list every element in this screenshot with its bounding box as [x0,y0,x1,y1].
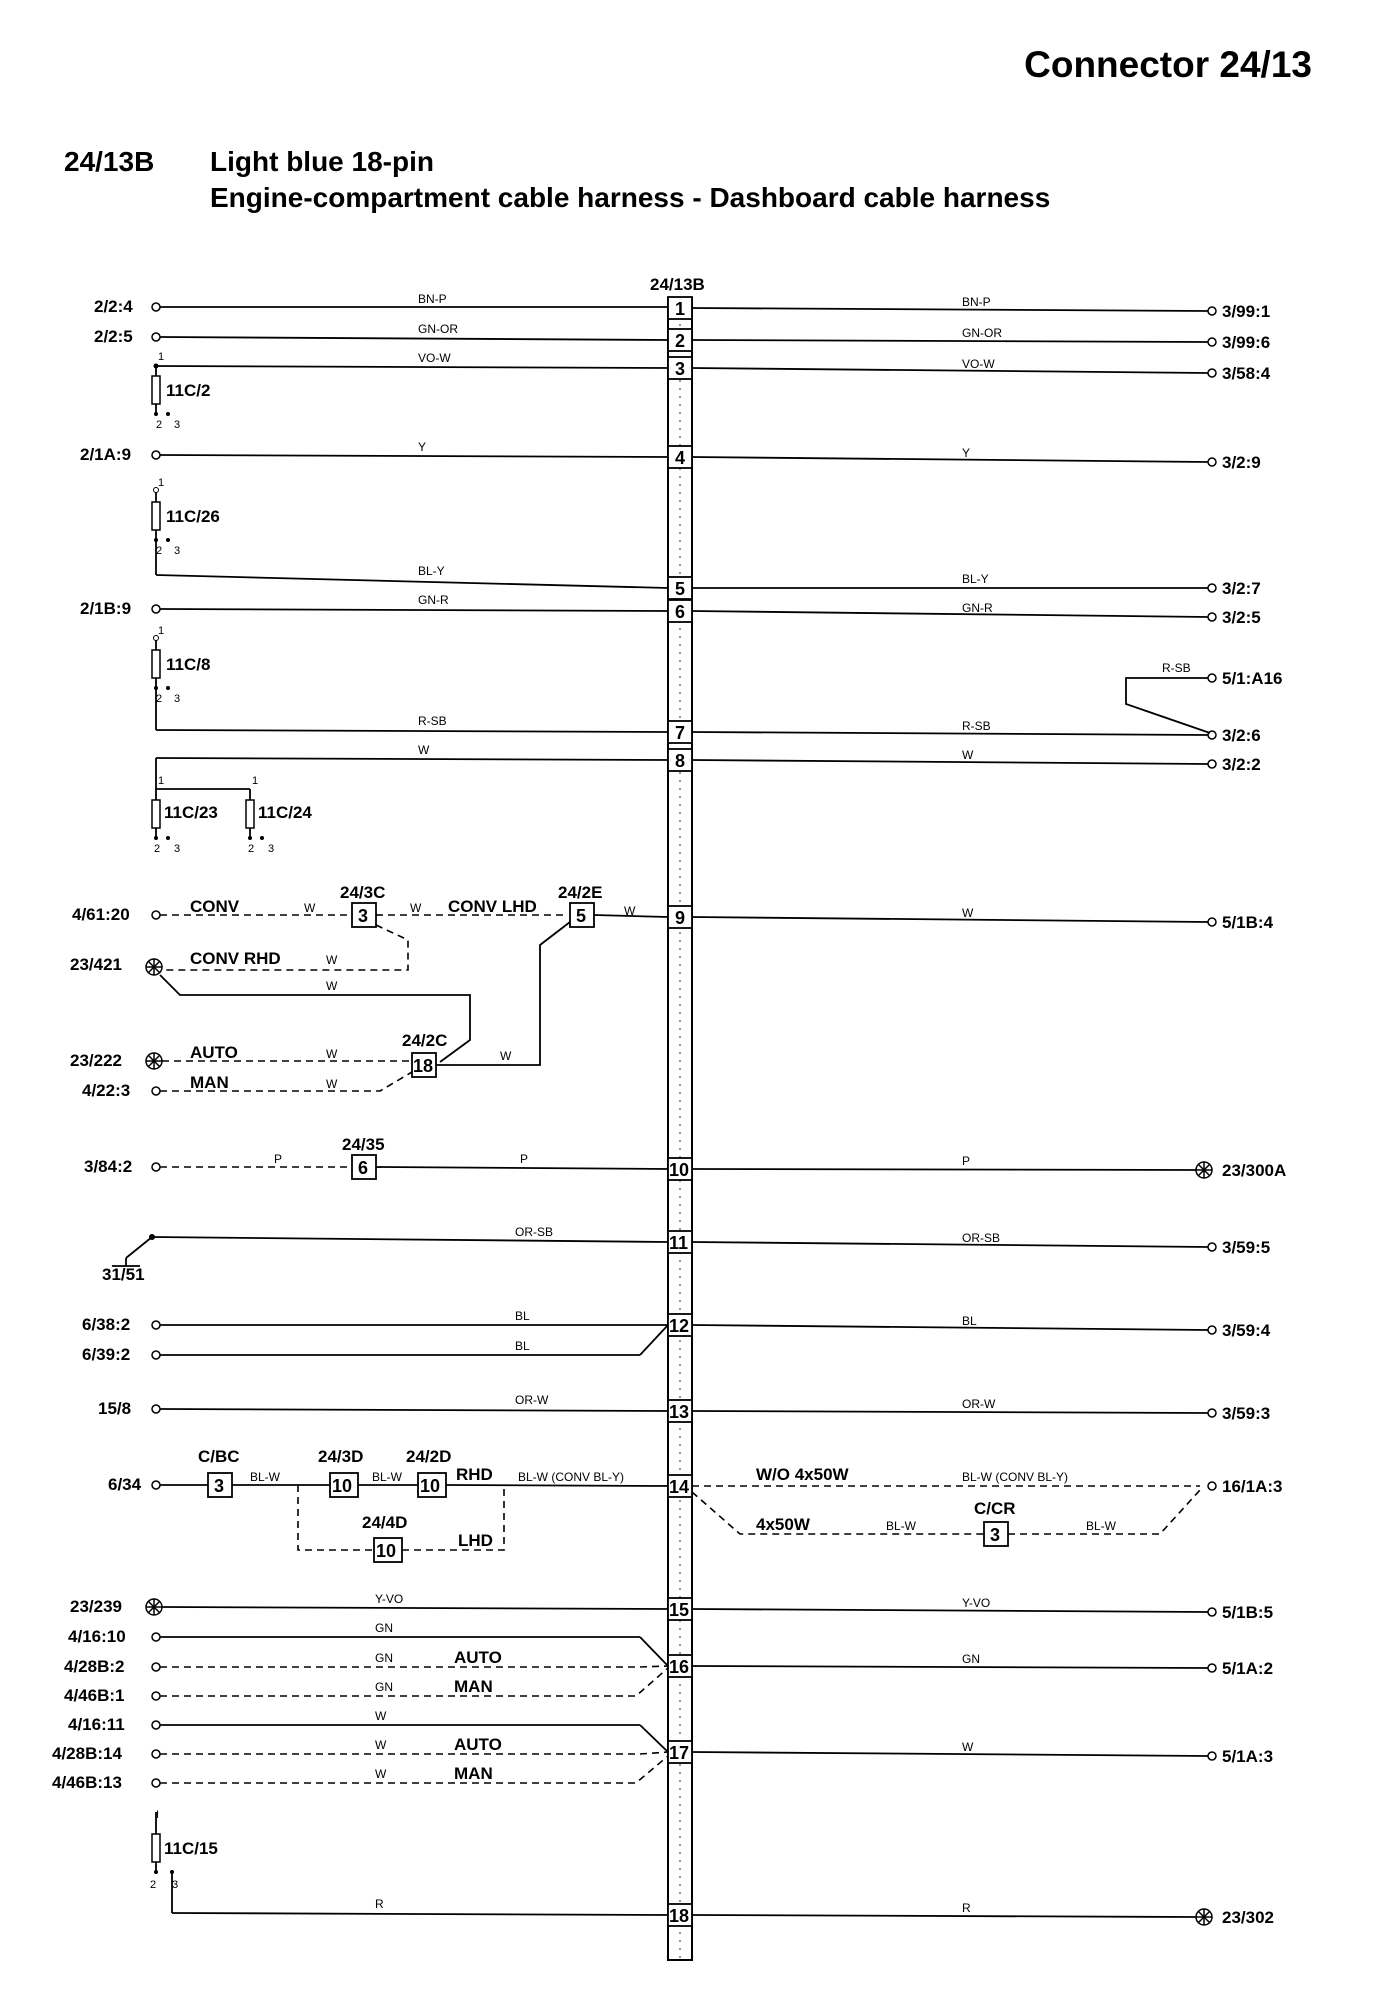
wire-label: R [962,1901,971,1915]
wire-label: OR-SB [515,1225,554,1239]
wire-label: OR-SB [962,1231,1001,1245]
svg-text:18: 18 [413,1056,434,1076]
left-terminal: 2/1A:9 [80,445,132,464]
svg-text:1: 1 [158,625,165,637]
wire-label: P [520,1152,529,1166]
connector-code: 24/13B [64,146,155,177]
svg-text:W/O 4x50W: W/O 4x50W [756,1465,849,1484]
wire-label: Y [962,446,971,460]
terminal-circle [1208,613,1216,621]
right-wire [692,1325,1208,1330]
left-terminal: 2/1B:9 [80,599,132,618]
svg-text:MAN: MAN [454,1764,493,1783]
right-terminal: 3/59:3 [1222,1404,1271,1423]
right-terminals [1196,302,1286,1927]
svg-text:W: W [304,901,316,915]
pin-number: 4 [675,448,686,468]
ground-star-icon [1196,1909,1212,1925]
svg-text:W: W [326,1047,338,1061]
svg-text:3: 3 [174,545,181,557]
svg-text:2: 2 [154,843,161,855]
svg-text:C/CR: C/CR [974,1499,1016,1518]
terminal-circle [1208,1243,1216,1251]
svg-text:24/2D: 24/2D [406,1447,452,1466]
left-terminal: 2/2:4 [94,297,133,316]
right-wire [692,457,1208,462]
right-wire [692,1752,1208,1756]
svg-text:BL-W: BL-W [1086,1519,1116,1533]
svg-text:2: 2 [150,1879,157,1891]
left-terminal: 23/222 [70,1051,122,1070]
terminal-circle [1208,918,1216,926]
svg-text:11C/15: 11C/15 [164,1839,218,1858]
terminal-circle [1208,1482,1216,1490]
connector-description: Light blue 18-pin [210,146,434,177]
ground-star-icon [146,959,162,1615]
svg-text:2: 2 [248,843,255,855]
svg-text:2: 2 [156,693,163,705]
terminal-circle [1208,307,1216,315]
right-terminal: 3/58:4 [1222,364,1271,383]
wire-label: GN [375,1621,393,1635]
pin-number: 11 [669,1233,689,1253]
left-terminal: 4/28B:14 [52,1744,122,1763]
pin9-circuit [160,883,668,1092]
terminal-circle [1208,760,1216,768]
svg-text:11C/23: 11C/23 [164,803,218,822]
ground-star-icon [1196,1162,1212,1178]
ground-icon [112,1234,155,1266]
svg-text:GN: GN [375,1651,393,1665]
terminal-circle [1208,1608,1216,1616]
left-terminal: 4/16:10 [68,1627,126,1646]
wire-label: Y [418,440,427,454]
terminal-circle [1208,1326,1216,1334]
svg-text:BL-W: BL-W [372,1470,402,1484]
pin-number: 6 [675,602,686,622]
svg-text:BL-W: BL-W [886,1519,916,1533]
pin-number: 14 [669,1477,690,1497]
svg-text:2: 2 [156,419,163,431]
pin-number: 17 [669,1743,690,1763]
left-terminal: 4/28B:2 [64,1657,125,1676]
right-wire [692,1169,1196,1170]
svg-text:3: 3 [174,843,181,855]
pin10-circuit [160,1135,668,1179]
left-wires [152,307,668,1915]
right-wire [692,917,1208,922]
pin-number: 16 [669,1657,690,1677]
wire-label: W [418,743,430,757]
svg-text:BL-W (CONV BL-Y): BL-W (CONV BL-Y) [962,1470,1069,1484]
right-terminal: 5/1B:4 [1222,913,1274,932]
svg-text:24/35: 24/35 [342,1135,385,1154]
terminal-circle [1208,458,1216,466]
wire-label: BN-P [418,292,447,306]
right-terminal: 3/99:1 [1222,302,1271,321]
wire-label: GN [962,1652,980,1666]
wire-label: R-SB [962,719,991,733]
svg-text:24/2C: 24/2C [402,1031,448,1050]
svg-text:11C/26: 11C/26 [166,507,220,526]
left-terminal: 4/46B:1 [64,1686,125,1705]
wire-label: W [624,904,636,918]
wire-label: BL [515,1309,530,1323]
pin-number: 9 [675,908,686,928]
svg-text:AUTO: AUTO [190,1043,238,1062]
right-terminal: 3/2:2 [1222,755,1261,774]
right-wire [692,1411,1208,1413]
svg-text:24/3D: 24/3D [318,1447,364,1466]
left-terminal: 4/46B:13 [52,1773,122,1792]
svg-text:11C/24: 11C/24 [258,803,312,822]
connector-label: 24/13B [650,275,705,294]
wire-label: Y-VO [962,1596,991,1610]
left-terminal: 15/8 [98,1399,132,1418]
pin-number: 2 [675,331,686,351]
wire-label: BL [515,1339,530,1353]
wire-label: GN-OR [418,322,458,336]
right-wire [692,368,1208,373]
left-terminal: 3/84:2 [84,1157,133,1176]
svg-text:11C/2: 11C/2 [166,381,211,400]
svg-text:3: 3 [358,906,369,926]
wire-label: OR-W [515,1393,549,1407]
svg-text:3: 3 [990,1525,1001,1545]
svg-text:MAN: MAN [190,1073,229,1092]
left-terminal: 23/239 [70,1597,122,1616]
svg-text:W: W [410,901,422,915]
right-wire [692,732,1208,735]
left-terminal: 2/2:5 [94,327,133,346]
svg-text:24/2E: 24/2E [558,883,603,902]
svg-text:AUTO: AUTO [454,1735,502,1754]
wire-label: BL-Y [418,564,445,578]
left-terminal: 31/51 [102,1265,145,1284]
svg-text:1: 1 [252,775,259,787]
right-terminal: 3/2:6 [1222,726,1261,745]
svg-text:I: I [156,1809,160,1821]
right-jumper [1126,661,1282,733]
fuse-icon [150,351,312,1913]
left-terminal: 4/61:20 [72,905,130,924]
left-terminal: 4/16:11 [68,1715,125,1734]
pin-number: 13 [669,1402,690,1422]
svg-text:MAN: MAN [454,1677,493,1696]
pin-number: 1 [675,299,686,319]
terminal-circle [1208,369,1216,377]
wire-label: BN-P [962,295,991,309]
svg-text:BL-W: BL-W [250,1470,280,1484]
svg-text:2: 2 [156,545,163,557]
svg-text:24/3C: 24/3C [340,883,386,902]
right-terminal: 5/1A:3 [1222,1747,1274,1766]
pin-number: 18 [669,1906,690,1926]
terminal-circle [1208,338,1216,346]
svg-text:10: 10 [376,1541,397,1561]
right-wire [692,1666,1208,1668]
right-terminal: 3/99:6 [1222,333,1271,352]
connector-harness: Engine-compartment cable harness - Dashboard cable harness [210,182,1051,213]
right-wire [692,308,1208,311]
right-wire [692,1915,1196,1917]
right-terminal: 5/1A:2 [1222,1659,1274,1678]
svg-text:AUTO: AUTO [454,1648,502,1667]
wire-label: GN-R [962,601,993,615]
pin14-circuit [160,1447,1200,1562]
connector-block [668,298,692,1960]
svg-text:CONV: CONV [190,897,240,916]
svg-text:W: W [326,953,338,967]
left-wire-labels [375,292,636,1911]
wire-label: W [962,748,974,762]
svg-text:3: 3 [174,419,181,431]
wire-label: W [962,906,974,920]
svg-text:10: 10 [332,1476,353,1496]
svg-text:4x50W: 4x50W [756,1515,810,1534]
pin16-17-circuit [160,1648,668,1783]
left-terminal: 23/421 [70,955,122,974]
wire-label: BL [962,1314,977,1328]
svg-text:LHD: LHD [458,1531,493,1550]
svg-text:3: 3 [174,693,181,705]
right-terminal: 16/1A:3 [1222,1477,1283,1496]
wire-label: BL-Y [962,572,989,586]
right-terminal: 3/59:5 [1222,1238,1271,1257]
right-wire [692,1609,1208,1612]
right-wire [692,1242,1208,1247]
wire-label: Y-VO [375,1592,404,1606]
right-terminal: 3/2:9 [1222,453,1261,472]
svg-text:1: 1 [158,477,165,489]
svg-text:6: 6 [358,1158,369,1178]
left-terminal: 6/38:2 [82,1315,131,1334]
pin-wires [692,295,1208,1917]
svg-text:W: W [375,1738,387,1752]
page-title: Connector 24/13 [1024,44,1312,85]
terminal-circle [1208,584,1216,592]
svg-text:GN: GN [375,1680,393,1694]
pin-number: 7 [675,723,686,743]
right-terminal: 3/2:7 [1222,579,1261,598]
svg-text:W: W [326,979,338,993]
svg-text:C/BC: C/BC [198,1447,240,1466]
right-terminal: 23/302 [1222,1908,1274,1927]
wire-label: R [375,1897,384,1911]
pin-number: 8 [675,751,686,771]
svg-text:24/4D: 24/4D [362,1513,408,1532]
svg-text:W: W [326,1077,338,1091]
pin-number: 15 [669,1600,690,1620]
right-terminal: 3/2:5 [1222,608,1261,627]
wire-label: GN-R [418,593,449,607]
svg-text:W: W [375,1767,387,1781]
svg-text:1: 1 [158,775,165,787]
svg-text:3: 3 [172,1879,179,1891]
svg-text:3: 3 [214,1476,225,1496]
wire-label: VO-W [962,357,995,371]
right-wire [692,340,1208,342]
terminal-circle [1208,1664,1216,1672]
svg-text:CONV RHD: CONV RHD [190,949,281,968]
terminal-circle [1208,1409,1216,1417]
pin-number: 5 [675,579,686,599]
right-wire [692,611,1208,617]
pin-number: 10 [669,1160,690,1180]
right-terminal: 3/59:4 [1222,1321,1271,1340]
wire-label: VO-W [418,351,451,365]
wire-label: GN-OR [962,326,1002,340]
terminal-circle [1208,1752,1216,1760]
wire-label: OR-W [962,1397,996,1411]
svg-text:11C/8: 11C/8 [166,655,211,674]
right-terminal: 23/300A [1222,1161,1287,1180]
svg-text:5/1:A16: 5/1:A16 [1222,669,1283,688]
pin-number: 12 [669,1316,690,1336]
svg-text:3: 3 [268,843,275,855]
svg-text:5: 5 [576,906,587,926]
svg-text:W: W [500,1049,512,1063]
svg-text:R-SB: R-SB [1162,661,1191,675]
left-terminal-labels [52,297,145,1792]
left-terminal: 4/22:3 [82,1081,131,1100]
svg-text:10: 10 [420,1476,441,1496]
wire-label: P [962,1154,971,1168]
left-terminal: 6/34 [108,1475,142,1494]
wire-label: W [375,1709,387,1723]
wire-label: R-SB [418,714,447,728]
right-wire [692,760,1208,764]
left-terminal: 6/39:2 [82,1345,131,1364]
svg-text:RHD: RHD [456,1465,493,1484]
pin-number: 3 [675,359,686,379]
right-terminal: 5/1B:5 [1222,1603,1274,1622]
svg-text:1: 1 [158,351,165,363]
wire-label: W [962,1740,974,1754]
svg-text:CONV LHD: CONV LHD [448,897,537,916]
svg-text:P: P [274,1152,283,1166]
wire-label: BL-W (CONV BL-Y) [518,1470,625,1484]
